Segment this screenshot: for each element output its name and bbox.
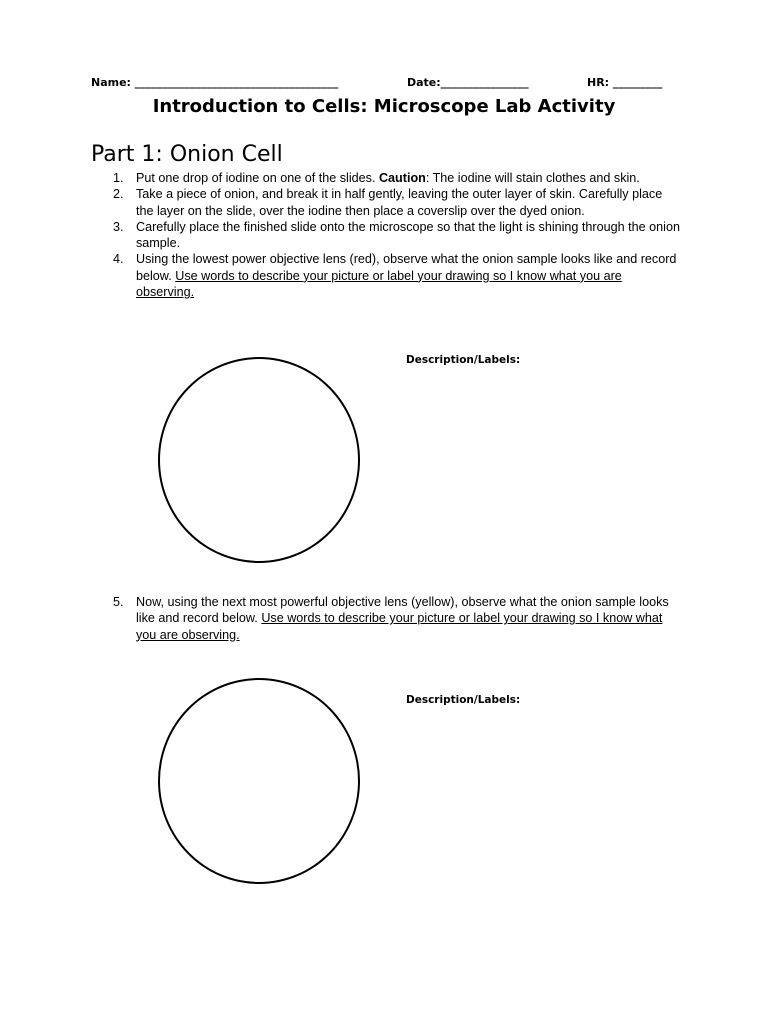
hr-field[interactable]: HR: _________ <box>587 76 663 89</box>
step-number: 2. <box>113 187 124 202</box>
step-text: Now, using the next most powerful objective lens (yellow), observe what the onion sample looks like and record below. <box>136 595 669 626</box>
step-text: : The iodine will stain clothes and skin. <box>425 171 640 185</box>
drawing-circle-2[interactable] <box>158 678 360 884</box>
step-instruction-underlined: Use words to describe your picture or label your drawing so I know what you are observing. <box>136 268 622 300</box>
step-item-3 <box>91 219 681 252</box>
steps-list-5 <box>91 594 681 643</box>
step-item-5 <box>91 594 681 643</box>
step-text: Put one drop of iodine on one of the slides. <box>136 171 379 185</box>
step-text: Take a piece of onion, and break it in half gently, leaving the outer layer of skin. Carefully place the layer on the slide, over the iodine then place a coverslip over the dyed onion. <box>136 187 663 218</box>
step-item-4 <box>91 251 681 300</box>
step-number: 4. <box>113 252 124 267</box>
part-1-heading: Part 1: Onion Cell <box>91 142 283 167</box>
page-title: Introduction to Cells: Microscope Lab Activity <box>152 96 616 117</box>
step-text: Carefully place the finished slide onto the microscope so that the light is shining through the onion sample. <box>136 219 680 251</box>
step-number: 5. <box>113 595 124 609</box>
drawing-circle-1[interactable] <box>158 357 360 563</box>
description-label-2: Description/Labels: <box>406 694 521 706</box>
caution-label: Caution <box>378 171 426 185</box>
description-label-1: Description/Labels: <box>406 354 521 366</box>
step-text: Using the lowest power objective lens (red), observe what the onion sample looks like and record below. <box>136 252 677 283</box>
step-instruction-underlined: Use words to describe your picture or label your drawing so I know what you are observing. <box>136 611 663 642</box>
step-item-1 <box>91 170 681 186</box>
steps-list-1-4 <box>91 170 681 300</box>
step-number: 1. <box>113 171 124 185</box>
date-field[interactable]: Date:________________ <box>407 76 529 89</box>
name-field[interactable]: Name: _____________________________________ <box>91 76 339 89</box>
step-item-2 <box>91 186 681 219</box>
step-number: 3. <box>113 219 124 234</box>
